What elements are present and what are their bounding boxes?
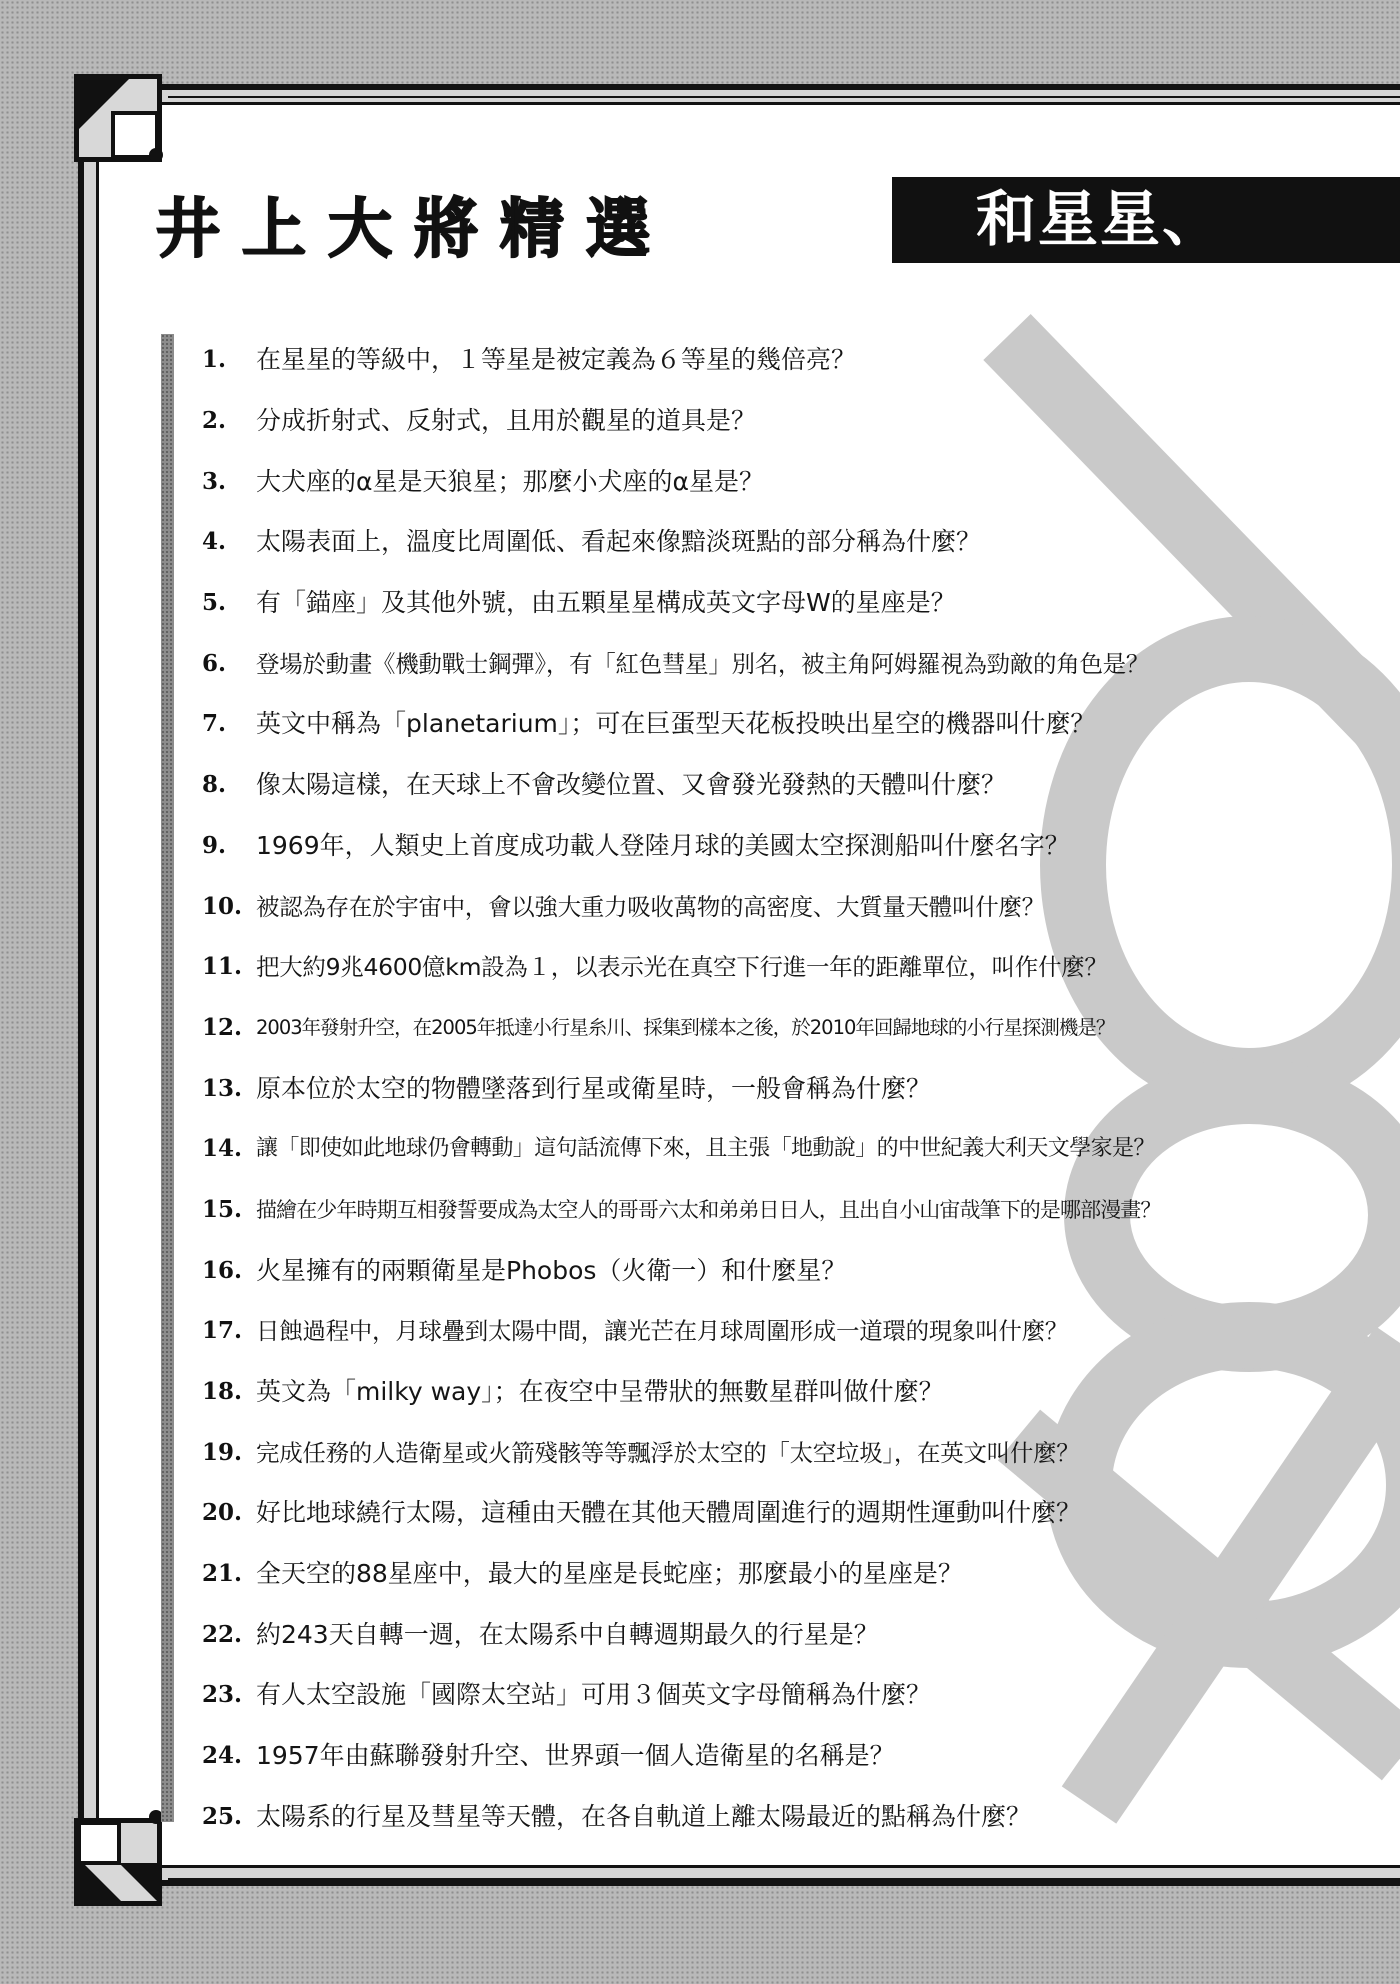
page-title: 井上大將精選 xyxy=(156,193,672,267)
question-text: 好比地球繞行太陽，這種由天體在其他天體周圍進行的週期性運動叫什麼？ xyxy=(256,1498,1082,1528)
question-item xyxy=(202,633,1272,694)
question-item xyxy=(202,755,1272,816)
question-text: 太陽系的行星及彗星等天體，在各自軌道上離太陽最近的點稱為什麼？ xyxy=(256,1801,1032,1831)
question-item xyxy=(202,1604,1272,1665)
question-text: 大犬座的α星是天狼星；那麼小犬座的α星是？ xyxy=(256,466,764,496)
question-number: 11. xyxy=(202,953,243,981)
question-text: 分成折射式、反射式，且用於觀星的道具是？ xyxy=(256,406,757,436)
question-list-accent-bar xyxy=(161,334,174,1822)
question-item xyxy=(202,876,1272,937)
question-number: 10. xyxy=(202,892,243,920)
frame-rule-top xyxy=(168,96,1400,98)
frame-corner-bottom-left xyxy=(74,1818,162,1906)
question-item xyxy=(202,573,1272,634)
question-number: 4. xyxy=(202,528,227,556)
question-text: 太陽表面上，溫度比周圍低、看起來像黯淡斑點的部分稱為什麼？ xyxy=(256,527,982,557)
question-text: 登場於動畫《機動戰士鋼彈》，有「紅色彗星」別名，被主角阿姆羅視為勁敵的角色是？ xyxy=(256,649,1150,678)
question-text: 1957年由蘇聯發射升空、世界頭一個人造衛星的名稱是？ xyxy=(256,1741,895,1771)
frame-corner-top-left xyxy=(74,74,162,162)
quiz-question-list xyxy=(202,330,1272,1847)
question-text: 有人太空設施「國際太空站」可用３個英文字母簡稱為什麼？ xyxy=(256,1680,932,1710)
question-text: 在星星的等級中，１等星是被定義為６等星的幾倍亮？ xyxy=(256,345,857,375)
question-text: 把大約9兆4600億km設為１，以表示光在真空下行進一年的距離單位，叫作什麼？ xyxy=(256,953,1108,982)
question-text: 原本位於太空的物體墜落到行星或衛星時，一般會稱為什麼？ xyxy=(256,1073,932,1103)
question-number: 5. xyxy=(202,589,227,617)
question-number: 1. xyxy=(202,346,227,374)
question-item xyxy=(202,1483,1272,1544)
question-item xyxy=(202,391,1272,452)
question-number: 20. xyxy=(202,1499,243,1527)
question-item xyxy=(202,1787,1272,1848)
section-banner: 和星星、 xyxy=(892,177,1400,263)
frame-dot-top xyxy=(149,148,163,162)
question-text: 火星擁有的兩顆衛星是Phobos（火衛一）和什麼星？ xyxy=(256,1255,847,1285)
question-text: 英文中稱為「planetarium」；可在巨蛋型天花板投映出星空的機器叫什麼？ xyxy=(256,709,1096,739)
question-text: 1969年，人類史上首度成功載人登陸月球的美國太空探測船叫什麼名字？ xyxy=(256,830,1070,860)
question-item xyxy=(202,1422,1272,1483)
question-number: 8. xyxy=(202,771,227,799)
corner-checker-icon xyxy=(79,1823,157,1901)
corner-triangle-icon xyxy=(79,79,157,157)
question-item xyxy=(202,937,1272,998)
question-text: 完成任務的人造衛星或火箭殘骸等等飄浮於太空的「太空垃圾」，在英文叫什麼？ xyxy=(256,1438,1080,1467)
question-number: 21. xyxy=(202,1560,243,1588)
question-item xyxy=(202,512,1272,573)
question-item xyxy=(202,1301,1272,1362)
question-text: 像太陽這樣，在天球上不會改變位置、又會發光發熱的天體叫什麼？ xyxy=(256,770,1007,800)
question-number: 7. xyxy=(202,710,227,738)
question-item xyxy=(202,694,1272,755)
question-text: 2003年發射升空，在2005年抵達小行星糸川、採集到樣本之後，於2010年回歸地球的小行星探測機是？ xyxy=(256,1015,1115,1039)
question-item xyxy=(202,1544,1272,1605)
question-item xyxy=(202,330,1272,391)
question-number: 23. xyxy=(202,1681,243,1709)
question-number: 25. xyxy=(202,1802,243,1830)
question-item xyxy=(202,451,1272,512)
question-number: 18. xyxy=(202,1378,243,1406)
question-number: 9. xyxy=(202,831,227,859)
question-item xyxy=(202,1180,1272,1241)
question-text: 全天空的88星座中，最大的星座是長蛇座；那麼最小的星座是？ xyxy=(256,1559,963,1589)
question-number: 16. xyxy=(202,1256,243,1284)
frame-rule-bottom xyxy=(168,1878,1400,1880)
question-number: 6. xyxy=(202,649,227,677)
question-number: 17. xyxy=(202,1317,243,1345)
question-number: 12. xyxy=(202,1013,243,1041)
question-item xyxy=(202,1665,1272,1726)
question-number: 14. xyxy=(202,1135,243,1163)
question-text: 有「錨座」及其他外號，由五顆星星構成英文字母W的星座是？ xyxy=(256,588,956,618)
question-item xyxy=(202,1362,1272,1423)
question-item xyxy=(202,998,1272,1059)
question-item xyxy=(202,1726,1272,1787)
question-text: 描繪在少年時期互相發誓要成為太空人的哥哥六太和弟弟日日人，且出自小山宙哉筆下的是哪部漫畫？ xyxy=(256,1197,1161,1222)
question-text: 英文為「milky way」；在夜空中呈帶狀的無數星群叫做什麼？ xyxy=(256,1377,944,1407)
question-number: 3. xyxy=(202,467,227,495)
question-item xyxy=(202,1058,1272,1119)
question-item xyxy=(202,1240,1272,1301)
question-item xyxy=(202,1119,1272,1180)
question-number: 22. xyxy=(202,1620,243,1648)
question-item xyxy=(202,816,1272,877)
question-text: 被認為存在於宇宙中，會以強大重力吸收萬物的高密度、大質量天體叫什麼？ xyxy=(256,892,1045,921)
question-text: 讓「即使如此地球仍會轉動」這句話流傳下來，且主張「地動說」的中世紀義大利天文學家是？ xyxy=(256,1136,1155,1162)
question-number: 15. xyxy=(202,1195,243,1223)
question-number: 2. xyxy=(202,407,227,435)
question-number: 13. xyxy=(202,1074,243,1102)
question-text: 日蝕過程中，月球疊到太陽中間，讓光芒在月球周圍形成一道環的現象叫什麼？ xyxy=(256,1317,1068,1346)
question-text: 約243天自轉一週，在太陽系中自轉週期最久的行星是？ xyxy=(256,1619,879,1649)
question-number: 19. xyxy=(202,1438,243,1466)
question-number: 24. xyxy=(202,1742,243,1770)
